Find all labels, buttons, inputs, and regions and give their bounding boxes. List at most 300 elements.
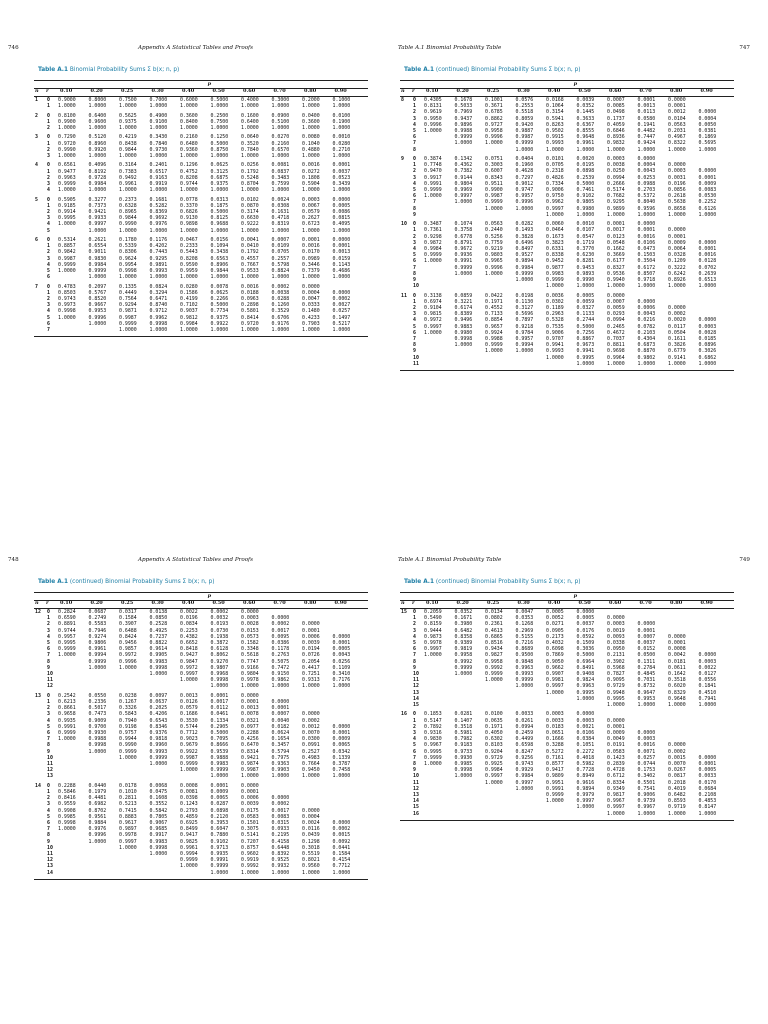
probability-cell: 0.0000	[332, 723, 351, 730]
p-header-row	[34, 593, 368, 600]
probability-cell: 0.9218	[515, 323, 534, 330]
probability-cell: 0.5490	[424, 615, 442, 622]
probability-cell: 0.9984	[180, 320, 198, 327]
probability-cell: 0.7102	[180, 302, 198, 309]
probability-cell: 0.9313	[302, 677, 320, 684]
probability-cell: 0.9987	[485, 193, 503, 200]
probability-cell: 1.0000	[332, 683, 351, 690]
probability-cell: 0.4158	[271, 838, 290, 845]
probability-cell: 0.0989	[302, 255, 320, 262]
probability-cell: 0.7458	[332, 767, 351, 774]
probability-cell: 0.1445	[576, 109, 595, 116]
probability-cell: 0.1040	[302, 140, 320, 147]
running-header	[384, 556, 768, 566]
probability-cell: 0.6242	[668, 270, 686, 277]
probability-cell: 0.9817	[607, 792, 625, 798]
probability-cell: 0.0041	[241, 237, 259, 243]
r-value: 2	[47, 795, 50, 802]
probability-cell: 0.0280	[180, 283, 198, 290]
probability-cell: 0.3902	[607, 658, 625, 665]
p-value-header: 0.60	[243, 88, 256, 94]
probability-cell: 0.9948	[607, 689, 625, 696]
probability-cell: 0.0000	[668, 97, 686, 103]
probability-cell: 1.0000	[119, 754, 137, 761]
probability-cell: 0.5017	[88, 705, 107, 712]
probability-cell: 0.0280	[332, 140, 351, 147]
probability-cell: 0.1423	[607, 754, 625, 761]
probability-cell: 0.9818	[149, 736, 168, 743]
probability-cell: 0.2318	[546, 168, 564, 175]
probability-cell: 0.0705	[546, 162, 564, 169]
probability-cell: 0.2639	[698, 270, 717, 277]
probability-cell: 0.9990	[119, 221, 137, 228]
probability-cell: 0.8960	[88, 140, 107, 147]
probability-cell: 0.0170	[302, 249, 320, 256]
p-value-header: 0.10	[426, 600, 439, 606]
probability-cell: 0.0012	[668, 109, 686, 116]
probability-cell: 0.0085	[607, 103, 625, 110]
probability-cell: 0.7946	[88, 627, 107, 634]
probability-cell: 0.8040	[637, 199, 656, 206]
p-value-header: 0.20	[456, 600, 469, 606]
probability-cell: 0.0007	[271, 711, 290, 718]
probability-cell: 0.9997	[607, 804, 625, 811]
probability-cell: 0.0128	[698, 258, 717, 265]
probability-cell: 0.9502	[546, 128, 564, 134]
table-row	[34, 773, 368, 779]
probability-cell: 0.2542	[58, 692, 76, 699]
probability-cell: 0.9997	[424, 323, 442, 330]
probability-cell: 0.9067	[149, 820, 168, 826]
r-value: 6	[413, 329, 416, 336]
probability-cell: 0.5583	[88, 621, 107, 628]
probability-cell: 0.9968	[210, 671, 229, 677]
probability-cell: 0.9144	[454, 174, 473, 181]
r-value: 13	[47, 863, 53, 870]
probability-cell: 0.6496	[515, 239, 534, 246]
probability-cell: 0.5213	[119, 801, 137, 808]
r-column-label: r	[46, 600, 49, 606]
probability-cell: 0.6230	[576, 252, 595, 259]
probability-cell: 0.0238	[119, 692, 137, 699]
probability-cell: 0.8704	[241, 181, 259, 187]
probability-cell: 0.9496	[454, 317, 473, 324]
probability-cell: 0.0333	[302, 302, 320, 309]
probability-cell: 0.1260	[271, 302, 290, 309]
probability-cell: 1.0000	[302, 683, 320, 690]
probability-cell: 1.0000	[332, 153, 351, 159]
probability-cell: 0.0001	[698, 761, 717, 767]
r-value: 7	[47, 652, 50, 659]
probability-cell: 0.2195	[271, 832, 290, 839]
probability-cell: 0.6328	[119, 202, 137, 209]
r-value: 4	[47, 308, 50, 315]
probability-cell: 0.2553	[515, 103, 534, 110]
r-value: 6	[47, 320, 50, 327]
probability-cell: 0.1176	[149, 237, 168, 243]
probability-cell: 1.0000	[149, 227, 168, 234]
probability-cell: 0.6630	[241, 215, 259, 222]
p-value-header: 0.50	[212, 88, 225, 94]
probability-cell: 0.1298	[302, 838, 320, 845]
probability-cell: 0.7869	[546, 652, 564, 659]
probability-cell: 0.5120	[88, 134, 107, 141]
probability-cell: 0.6974	[424, 298, 442, 305]
probability-cell: 0.6862	[698, 354, 717, 361]
probability-cell: 0.0008	[668, 646, 686, 653]
probability-cell: 0.2401	[149, 162, 168, 169]
probability-cell: 0.1267	[119, 699, 137, 705]
probability-cell: 0.8062	[210, 652, 229, 659]
probability-cell: 0.3402	[637, 773, 656, 780]
probability-cell: 0.4256	[241, 736, 259, 743]
probability-cell: 0.3127	[515, 305, 534, 311]
probability-cell: 0.9894	[515, 258, 534, 265]
probability-cell: 0.0017	[271, 807, 290, 814]
r-value: 4	[47, 261, 50, 268]
probability-cell: 1.0000	[576, 283, 595, 290]
probability-cell: 0.1808	[302, 174, 320, 181]
probability-cell: 0.9222	[241, 221, 259, 228]
r-value: 5	[413, 252, 416, 259]
probability-cell: 0.0498	[607, 109, 625, 116]
probability-cell: 0.9961	[180, 844, 198, 851]
r-value: 10	[47, 844, 53, 851]
probability-cell: 1.0000	[515, 146, 534, 153]
r-value: 6	[413, 646, 416, 653]
probability-cell: 0.9166	[241, 664, 259, 671]
probability-cell: 1.0000	[332, 227, 351, 234]
probability-cell: 0.0815	[332, 215, 351, 222]
probability-cell: 0.9991	[454, 258, 473, 265]
probability-cell: 0.0579	[302, 209, 320, 215]
probability-cell: 1.0000	[454, 773, 473, 780]
probability-cell: 0.8343	[485, 174, 503, 181]
probability-cell: 0.0404	[515, 156, 534, 162]
probability-cell: 0.2025	[149, 705, 168, 712]
probability-cell: 0.1671	[454, 615, 473, 622]
probability-cell: 0.8732	[637, 683, 656, 690]
probability-cell: 0.2266	[210, 296, 229, 302]
probability-cell: 0.8329	[668, 689, 686, 696]
r-value: 7	[413, 140, 416, 147]
probability-cell: 1.0000	[515, 277, 534, 283]
probability-cell: 0.5695	[698, 140, 717, 147]
probability-cell: 0.9500	[515, 652, 534, 659]
n-value: 1	[35, 97, 38, 103]
probability-cell: 0.9648	[668, 695, 686, 702]
probability-cell: 0.0001	[332, 162, 351, 169]
probability-cell: 0.1971	[485, 298, 503, 305]
probability-cell: 0.4206	[149, 711, 168, 718]
probability-cell: 0.0548	[607, 239, 625, 246]
table-row	[400, 361, 734, 367]
probability-cell: 0.0001	[332, 730, 351, 736]
probability-cell: 0.2703	[637, 187, 656, 193]
probability-cell: 0.1631	[271, 209, 290, 215]
probability-cell: 1.0000	[149, 327, 168, 333]
n-value: 6	[35, 237, 38, 243]
probability-cell: 0.0000	[668, 227, 686, 234]
probability-cell: 0.0016	[302, 162, 320, 169]
probability-cell: 0.2018	[668, 779, 686, 786]
probability-cell: 0.0182	[271, 723, 290, 730]
probability-cell: 0.2527	[302, 748, 320, 755]
probability-cell: 0.1719	[576, 239, 595, 246]
probability-cell: 0.9757	[119, 730, 137, 736]
probability-cell: 0.0687	[88, 609, 107, 615]
probability-cell: 0.0635	[485, 717, 503, 724]
probability-cell: 0.9999	[454, 264, 473, 271]
probability-cell: 0.5767	[88, 289, 107, 296]
probability-cell: 0.9349	[607, 785, 625, 792]
probability-cell: 0.5174	[607, 187, 625, 193]
n-value: 11	[401, 292, 407, 299]
probability-cell: 0.7133	[485, 311, 503, 318]
r-column-label: r	[412, 600, 415, 606]
probability-cell: 0.0000	[637, 156, 656, 162]
n-value: 12	[35, 609, 41, 615]
n-column-label: n	[401, 600, 405, 606]
probability-cell: 0.8131	[424, 103, 442, 110]
probability-cell: 0.0028	[698, 329, 717, 336]
probability-cell: 0.9619	[424, 109, 442, 116]
probability-cell: 0.9920	[88, 146, 107, 153]
probability-cell: 0.0004	[302, 289, 320, 296]
probability-cell: 0.6865	[485, 633, 503, 640]
probability-cell: 0.0185	[698, 336, 717, 342]
r-value: 5	[413, 742, 416, 749]
probability-cell: 0.1611	[668, 336, 686, 342]
r-value: 0	[413, 156, 416, 162]
n-value: 2	[35, 112, 38, 119]
probability-cell: 0.8247	[515, 748, 534, 755]
probability-cell: 0.0024	[302, 820, 320, 826]
probability-cell: 1.0000	[271, 327, 290, 333]
probability-cell: 1.0000	[576, 695, 595, 702]
probability-cell: 1.0000	[424, 258, 442, 265]
probability-cell: 0.0000	[332, 196, 351, 203]
probability-cell: 0.0730	[210, 627, 229, 634]
probability-cell: 0.7728	[576, 767, 595, 774]
probability-cell: 0.6590	[58, 615, 76, 622]
probability-cell: 0.9844	[119, 215, 137, 222]
probability-cell: 0.8338	[546, 252, 564, 259]
probability-cell: 0.5982	[576, 761, 595, 767]
probability-cell: 0.9999	[180, 761, 198, 767]
probability-cell: 0.0002	[332, 296, 351, 302]
probability-cell: 0.2465	[607, 323, 625, 330]
probability-cell: 0.3370	[180, 202, 198, 209]
probability-cell: 0.3633	[576, 115, 595, 122]
probability-cell: 0.6128	[210, 646, 229, 653]
probability-cell: 0.0256	[332, 658, 351, 665]
r-value: 4	[413, 246, 416, 252]
r-value: 8	[47, 742, 50, 749]
probability-cell: 0.1853	[424, 711, 442, 718]
probability-cell: 0.9999	[210, 863, 229, 870]
probability-cell: 0.9964	[607, 354, 625, 361]
probability-cell: 0.1841	[698, 683, 717, 690]
probability-cell: 0.1064	[546, 103, 564, 110]
probability-cell: 0.7892	[424, 723, 442, 730]
probability-cell: 1.0000	[607, 360, 625, 367]
probability-cell: 0.6826	[180, 209, 198, 215]
p-header-row	[34, 81, 368, 88]
probability-cell: 0.9023	[180, 736, 198, 743]
probability-cell: 0.5968	[607, 664, 625, 671]
probability-cell: 1.0000	[607, 146, 625, 153]
probability-cell: 0.9997	[515, 779, 534, 786]
probability-cell: 0.5696	[515, 311, 534, 318]
probability-cell: 0.8926	[668, 277, 686, 283]
probability-cell: 0.8965	[119, 209, 137, 215]
probability-cell: 0.8000	[88, 97, 107, 103]
probability-cell: 0.2131	[607, 652, 625, 659]
r-value: 8	[413, 342, 416, 349]
probability-cell: 0.9012	[515, 180, 534, 187]
probability-cell: 1.0000	[180, 153, 198, 159]
probability-cell: 0.7805	[149, 813, 168, 820]
probability-cell: 0.9987	[180, 754, 198, 761]
probability-cell: 0.9999	[149, 754, 168, 761]
probability-cell: 1.0000	[241, 327, 259, 333]
r-value: 3	[413, 730, 416, 736]
probability-cell: 0.9427	[180, 652, 198, 659]
probability-cell: 0.3000	[271, 97, 290, 103]
probability-cell: 0.3174	[241, 209, 259, 215]
probability-cell: 0.3529	[271, 308, 290, 315]
r-value: 3	[47, 302, 50, 309]
probability-cell: 0.9141	[668, 354, 686, 361]
probability-cell: 0.1642	[668, 671, 686, 677]
r-value: 14	[413, 798, 419, 805]
caption-text: Binomial Probability Sums Σ b(x; n, p)	[69, 67, 180, 73]
probability-cell: 1.0000	[210, 327, 229, 333]
probability-cell: 0.3439	[332, 181, 351, 187]
probability-cell: 1.0000	[119, 187, 137, 194]
probability-cell: 0.0500	[637, 652, 656, 659]
table-row	[34, 103, 368, 109]
n-value: 8	[401, 97, 404, 103]
probability-cell: 0.6400	[88, 112, 107, 119]
page-number: 746	[8, 45, 19, 51]
probability-cell: 0.9198	[119, 723, 137, 730]
probability-cell: 0.1010	[119, 789, 137, 795]
probability-cell: 0.7500	[210, 118, 229, 125]
probability-cell: 0.9434	[485, 646, 503, 653]
probability-cell: 0.0004	[698, 115, 717, 122]
probability-cell: 0.0123	[607, 233, 625, 240]
probability-cell: 0.8491	[576, 664, 595, 671]
probability-cell: 0.9877	[546, 264, 564, 271]
probability-cell: 0.0898	[210, 807, 229, 814]
probability-cell: 0.8059	[515, 115, 534, 122]
probability-cell: 0.0308	[271, 202, 290, 209]
probability-cell: 0.0007	[607, 97, 625, 103]
probability-cell: 0.0001	[210, 782, 229, 789]
probability-cell: 0.8306	[119, 249, 137, 256]
probability-cell: 0.0000	[332, 289, 351, 296]
probability-cell: 0.0000	[668, 162, 686, 169]
r-value: 8	[413, 205, 416, 212]
probability-cell: 0.4050	[485, 730, 503, 736]
probability-cell: 0.9899	[607, 205, 625, 212]
probability-cell: 1.0000	[424, 193, 442, 200]
probability-cell: 0.1000	[332, 97, 351, 103]
probability-cell: 0.0000	[637, 298, 656, 305]
probability-cell: 0.9095	[607, 677, 625, 684]
probability-cell: 0.7473	[88, 711, 107, 718]
probability-cell: 0.1480	[302, 308, 320, 315]
probability-cell: 1.0000	[546, 689, 564, 696]
probability-cell: 0.9185	[58, 202, 76, 209]
r-value: 11	[47, 851, 53, 857]
probability-cell: 0.2793	[180, 807, 198, 814]
probability-cell: 0.7940	[119, 717, 137, 724]
probability-cell: 0.9274	[88, 633, 107, 640]
probability-cell: 0.3520	[241, 140, 259, 147]
probability-cell: 0.9847	[180, 658, 198, 665]
probability-cell: 0.1608	[149, 795, 168, 802]
probability-cell: 0.8824	[271, 268, 290, 274]
probability-cell: 0.9984	[485, 767, 503, 774]
probability-cell: 0.0216	[637, 317, 656, 324]
probability-cell: 0.9995	[424, 748, 442, 755]
probability-cell: 0.9527	[515, 252, 534, 259]
probability-cell: 0.0183	[546, 723, 564, 730]
probability-cell: 0.0028	[241, 621, 259, 628]
r-value: 10	[413, 773, 419, 780]
probability-cell: 0.9988	[88, 736, 107, 743]
probability-cell: 1.0000	[241, 153, 259, 159]
r-value: 14	[47, 869, 53, 876]
probability-cell: 1.0000	[546, 354, 564, 361]
probability-cell: 0.4510	[698, 689, 717, 696]
r-value: 4	[47, 807, 50, 814]
r-value: 5	[413, 323, 416, 330]
r-value: 3	[413, 311, 416, 318]
probability-cell: 0.9988	[485, 336, 503, 342]
probability-cell: 0.9295	[607, 199, 625, 206]
r-column-label: r	[46, 88, 49, 94]
probability-cell: 0.7840	[241, 146, 259, 153]
probability-cell: 0.9658	[58, 711, 76, 718]
p-value-header: 0.40	[182, 600, 195, 606]
probability-cell: 0.3518	[668, 677, 686, 684]
p-value-header: 0.80	[304, 600, 317, 606]
probability-cell: 0.5272	[546, 748, 564, 755]
probability-cell: 0.0556	[698, 677, 717, 684]
probability-cell: 0.0313	[210, 196, 229, 203]
probability-cell: 0.9453	[576, 264, 595, 271]
probability-cell: 0.8891	[58, 621, 76, 628]
probability-cell: 0.0052	[546, 615, 564, 622]
probability-cell: 1.0000	[58, 153, 76, 159]
r-value: 11	[413, 677, 419, 684]
probability-cell: 0.0003	[576, 717, 595, 724]
probability-cell: 0.9972	[119, 652, 137, 659]
probability-cell: 0.3669	[607, 252, 625, 259]
probability-cell: 0.0381	[698, 128, 717, 134]
p-value-header: 0.50	[578, 600, 591, 606]
probability-cell: 0.7256	[576, 329, 595, 336]
r-value: 1	[47, 615, 50, 622]
p-value-header: 0.90	[700, 600, 713, 606]
probability-cell: 0.0015	[668, 754, 686, 761]
probability-cell: 0.5744	[180, 723, 198, 730]
probability-cell: 0.0008	[180, 782, 198, 789]
